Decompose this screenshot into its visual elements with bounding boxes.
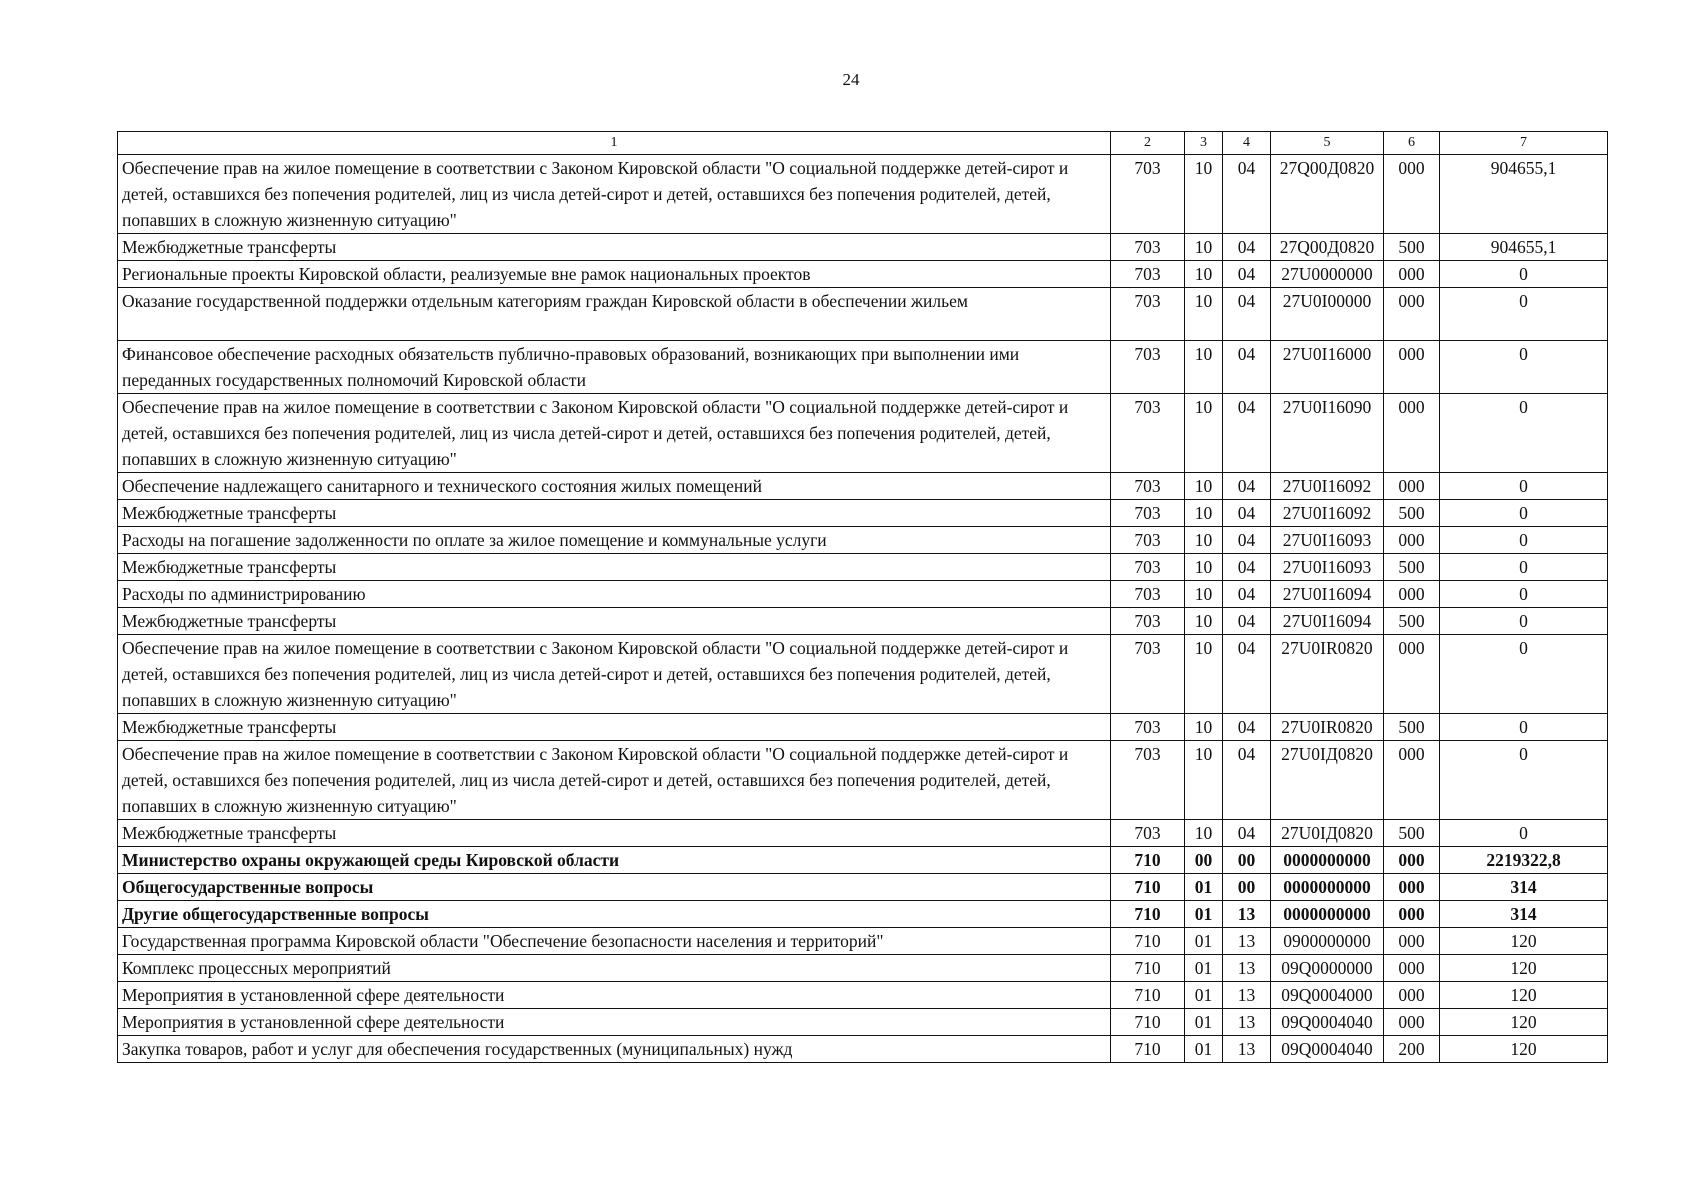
expense-type-code: 000 (1384, 874, 1440, 901)
amount: 0 (1440, 527, 1608, 554)
expense-type-code: 000 (1384, 288, 1440, 341)
subsection-code: 13 (1223, 1009, 1271, 1036)
table-row (118, 500, 1608, 527)
target-article-code: 27U0I16092 (1271, 473, 1384, 500)
section-code: 00 (1185, 847, 1223, 874)
expense-type-code: 500 (1384, 234, 1440, 261)
expense-type-code: 000 (1384, 1009, 1440, 1036)
table-row (118, 982, 1608, 1009)
table-row (118, 635, 1608, 714)
expense-type-code: 500 (1384, 714, 1440, 741)
expense-type-code: 000 (1384, 928, 1440, 955)
table-row (118, 955, 1608, 982)
target-article-code: 27U0I00000 (1271, 288, 1384, 341)
header-col-4: 4 (1223, 132, 1271, 155)
admin-code: 710 (1111, 1036, 1185, 1063)
table-body (118, 155, 1608, 1063)
target-article-code: 27U0I16093 (1271, 554, 1384, 581)
section-code: 10 (1185, 554, 1223, 581)
target-article-code: 27U0IR0820 (1271, 714, 1384, 741)
section-code: 10 (1185, 288, 1223, 341)
section-code: 01 (1185, 982, 1223, 1009)
item-name: Обеспечение прав на жилое помещение в соответствии с Законом Кировской области "О социальной поддержке детей-сирот и детей, оставшихся без попечения родителей, лиц из числа детей-сирот и детей, оставшихся без попечения родителей, детей, попавших в сложную жизненную ситуацию" (118, 155, 1111, 234)
section-code: 01 (1185, 1036, 1223, 1063)
target-article-code: 27U0I16000 (1271, 341, 1384, 394)
table-row (118, 1036, 1608, 1063)
section-code: 01 (1185, 1009, 1223, 1036)
amount: 0 (1440, 288, 1608, 341)
target-article-code: 09Q0004000 (1271, 982, 1384, 1009)
amount: 0 (1440, 581, 1608, 608)
subsection-code: 04 (1223, 608, 1271, 635)
target-article-code: 0000000000 (1271, 847, 1384, 874)
target-article-code: 27U0IД0820 (1271, 820, 1384, 847)
section-code: 10 (1185, 527, 1223, 554)
subsection-code: 13 (1223, 982, 1271, 1009)
item-name: Межбюджетные трансферты (118, 554, 1111, 581)
amount: 120 (1440, 982, 1608, 1009)
item-name: Закупка товаров, работ и услуг для обеспечения государственных (муниципальных) нужд (118, 1036, 1111, 1063)
admin-code: 703 (1111, 820, 1185, 847)
amount: 0 (1440, 500, 1608, 527)
expense-type-code: 000 (1384, 527, 1440, 554)
expense-type-code: 000 (1384, 473, 1440, 500)
table-row (118, 847, 1608, 874)
target-article-code: 27U0000000 (1271, 261, 1384, 288)
amount: 314 (1440, 901, 1608, 928)
table-row (118, 527, 1608, 554)
expense-type-code: 500 (1384, 608, 1440, 635)
amount: 0 (1440, 341, 1608, 394)
expense-type-code: 000 (1384, 635, 1440, 714)
amount: 0 (1440, 714, 1608, 741)
item-name: Межбюджетные трансферты (118, 820, 1111, 847)
admin-code: 703 (1111, 527, 1185, 554)
subsection-code: 04 (1223, 741, 1271, 820)
target-article-code: 09Q0000000 (1271, 955, 1384, 982)
section-code: 10 (1185, 473, 1223, 500)
section-code: 10 (1185, 741, 1223, 820)
target-article-code: 0000000000 (1271, 874, 1384, 901)
amount: 0 (1440, 394, 1608, 473)
amount: 120 (1440, 928, 1608, 955)
target-article-code: 0900000000 (1271, 928, 1384, 955)
item-name: Обеспечение прав на жилое помещение в соответствии с Законом Кировской области "О социальной поддержке детей-сирот и детей, оставшихся без попечения родителей, лиц из числа детей-сирот и детей, оставшихся без попечения родителей, детей, попавших в сложную жизненную ситуацию" (118, 394, 1111, 473)
item-name: Расходы на погашение задолженности по оплате за жилое помещение и коммунальные услуги (118, 527, 1111, 554)
admin-code: 703 (1111, 741, 1185, 820)
admin-code: 703 (1111, 155, 1185, 234)
table-row (118, 741, 1608, 820)
admin-code: 703 (1111, 473, 1185, 500)
expense-type-code: 000 (1384, 341, 1440, 394)
admin-code: 703 (1111, 554, 1185, 581)
table-row (118, 901, 1608, 928)
subsection-code: 04 (1223, 341, 1271, 394)
expense-type-code: 000 (1384, 261, 1440, 288)
expense-type-code: 000 (1384, 901, 1440, 928)
admin-code: 710 (1111, 901, 1185, 928)
admin-code: 703 (1111, 288, 1185, 341)
section-code: 10 (1185, 635, 1223, 714)
admin-code: 703 (1111, 261, 1185, 288)
section-code: 01 (1185, 874, 1223, 901)
admin-code: 710 (1111, 982, 1185, 1009)
admin-code: 710 (1111, 928, 1185, 955)
item-name: Межбюджетные трансферты (118, 500, 1111, 527)
table-row (118, 608, 1608, 635)
admin-code: 710 (1111, 955, 1185, 982)
page-number: 24 (842, 70, 860, 89)
item-name: Межбюджетные трансферты (118, 608, 1111, 635)
table-row (118, 394, 1608, 473)
target-article-code: 0000000000 (1271, 901, 1384, 928)
header-col-3: 3 (1185, 132, 1223, 155)
table-row (118, 288, 1608, 341)
target-article-code: 27U0IД0820 (1271, 741, 1384, 820)
expense-type-code: 000 (1384, 982, 1440, 1009)
section-code: 10 (1185, 581, 1223, 608)
section-code: 10 (1185, 234, 1223, 261)
section-code: 10 (1185, 500, 1223, 527)
subsection-code: 13 (1223, 901, 1271, 928)
section-code: 10 (1185, 341, 1223, 394)
subsection-code: 04 (1223, 473, 1271, 500)
table-row (118, 261, 1608, 288)
amount: 0 (1440, 820, 1608, 847)
amount: 120 (1440, 1036, 1608, 1063)
admin-code: 703 (1111, 341, 1185, 394)
header-col-6: 6 (1384, 132, 1440, 155)
subsection-code: 13 (1223, 955, 1271, 982)
amount: 0 (1440, 608, 1608, 635)
subsection-code: 04 (1223, 288, 1271, 341)
amount: 120 (1440, 1009, 1608, 1036)
expense-type-code: 000 (1384, 955, 1440, 982)
subsection-code: 04 (1223, 635, 1271, 714)
amount: 2219322,8 (1440, 847, 1608, 874)
admin-code: 710 (1111, 874, 1185, 901)
subsection-code: 13 (1223, 1036, 1271, 1063)
table-row (118, 155, 1608, 234)
amount: 904655,1 (1440, 234, 1608, 261)
item-name: Обеспечение прав на жилое помещение в соответствии с Законом Кировской области "О социальной поддержке детей-сирот и детей, оставшихся без попечения родителей, лиц из числа детей-сирот и детей, оставшихся без попечения родителей, детей, попавших в сложную жизненную ситуацию" (118, 741, 1111, 820)
header-col-5: 5 (1271, 132, 1384, 155)
item-name: Финансовое обеспечение расходных обязательств публично-правовых образований, возникающих при выполнении ими переданных государственных полномочий Кировской области (118, 341, 1111, 394)
amount: 0 (1440, 554, 1608, 581)
expense-type-code: 000 (1384, 394, 1440, 473)
header-row (118, 132, 1608, 155)
amount: 314 (1440, 874, 1608, 901)
budget-table (117, 131, 1608, 1063)
section-code: 10 (1185, 394, 1223, 473)
admin-code: 710 (1111, 847, 1185, 874)
admin-code: 703 (1111, 608, 1185, 635)
subsection-code: 04 (1223, 554, 1271, 581)
expense-type-code: 000 (1384, 741, 1440, 820)
table-row (118, 714, 1608, 741)
item-name: Межбюджетные трансферты (118, 234, 1111, 261)
item-name: Комплекс процессных мероприятий (118, 955, 1111, 982)
section-code: 10 (1185, 820, 1223, 847)
subsection-code: 04 (1223, 714, 1271, 741)
target-article-code: 27U0I16094 (1271, 581, 1384, 608)
item-name: Обеспечение надлежащего санитарного и технического состояния жилых помещений (118, 473, 1111, 500)
amount: 0 (1440, 261, 1608, 288)
item-name: Расходы по администрированию (118, 581, 1111, 608)
table-row (118, 473, 1608, 500)
admin-code: 703 (1111, 581, 1185, 608)
section-code: 01 (1185, 928, 1223, 955)
table-row (118, 341, 1608, 394)
amount: 904655,1 (1440, 155, 1608, 234)
target-article-code: 27Q00Д0820 (1271, 234, 1384, 261)
subsection-code: 04 (1223, 500, 1271, 527)
subsection-code: 04 (1223, 234, 1271, 261)
subsection-code: 04 (1223, 261, 1271, 288)
item-name: Обеспечение прав на жилое помещение в соответствии с Законом Кировской области "О социальной поддержке детей-сирот и детей, оставшихся без попечения родителей, лиц из числа детей-сирот и детей, оставшихся без попечения родителей, детей, попавших в сложную жизненную ситуацию" (118, 635, 1111, 714)
table-row (118, 928, 1608, 955)
subsection-code: 04 (1223, 527, 1271, 554)
section-code: 01 (1185, 901, 1223, 928)
target-article-code: 09Q0004040 (1271, 1009, 1384, 1036)
table-row (118, 581, 1608, 608)
subsection-code: 00 (1223, 874, 1271, 901)
admin-code: 710 (1111, 1009, 1185, 1036)
expense-type-code: 500 (1384, 820, 1440, 847)
target-article-code: 27Q00Д0820 (1271, 155, 1384, 234)
subsection-code: 13 (1223, 928, 1271, 955)
admin-code: 703 (1111, 234, 1185, 261)
expense-type-code: 200 (1384, 1036, 1440, 1063)
header-col-1: 1 (118, 132, 1111, 155)
amount: 0 (1440, 635, 1608, 714)
header-col-7: 7 (1440, 132, 1608, 155)
amount: 0 (1440, 741, 1608, 820)
section-code: 10 (1185, 608, 1223, 635)
target-article-code: 27U0I16090 (1271, 394, 1384, 473)
item-name: Мероприятия в установленной сфере деятельности (118, 1009, 1111, 1036)
item-name: Мероприятия в установленной сфере деятельности (118, 982, 1111, 1009)
expense-type-code: 000 (1384, 155, 1440, 234)
table-row (118, 1009, 1608, 1036)
subsection-code: 04 (1223, 820, 1271, 847)
table-row (118, 554, 1608, 581)
table-row (118, 820, 1608, 847)
target-article-code: 27U0I16093 (1271, 527, 1384, 554)
target-article-code: 27U0I16092 (1271, 500, 1384, 527)
target-article-code: 09Q0004040 (1271, 1036, 1384, 1063)
header-col-2: 2 (1111, 132, 1185, 155)
item-name: Оказание государственной поддержки отдельным категориям граждан Кировской области в обеспечении жильем (118, 288, 1111, 341)
admin-code: 703 (1111, 394, 1185, 473)
admin-code: 703 (1111, 500, 1185, 527)
target-article-code: 27U0IR0820 (1271, 635, 1384, 714)
item-name: Региональные проекты Кировской области, реализуемые вне рамок национальных проектов (118, 261, 1111, 288)
item-name: Государственная программа Кировской области "Обеспечение безопасности населения и территорий" (118, 928, 1111, 955)
expense-type-code: 000 (1384, 581, 1440, 608)
admin-code: 703 (1111, 635, 1185, 714)
item-name: Межбюджетные трансферты (118, 714, 1111, 741)
section-code: 10 (1185, 155, 1223, 234)
expense-type-code: 500 (1384, 500, 1440, 527)
item-name: Другие общегосударственные вопросы (118, 901, 1111, 928)
item-name: Министерство охраны окружающей среды Кировской области (118, 847, 1111, 874)
amount: 0 (1440, 473, 1608, 500)
section-code: 01 (1185, 955, 1223, 982)
table-row (118, 234, 1608, 261)
table-row (118, 874, 1608, 901)
item-name: Общегосударственные вопросы (118, 874, 1111, 901)
expense-type-code: 000 (1384, 847, 1440, 874)
subsection-code: 00 (1223, 847, 1271, 874)
section-code: 10 (1185, 261, 1223, 288)
target-article-code: 27U0I16094 (1271, 608, 1384, 635)
subsection-code: 04 (1223, 581, 1271, 608)
admin-code: 703 (1111, 714, 1185, 741)
subsection-code: 04 (1223, 155, 1271, 234)
subsection-code: 04 (1223, 394, 1271, 473)
expense-type-code: 500 (1384, 554, 1440, 581)
amount: 120 (1440, 955, 1608, 982)
section-code: 10 (1185, 714, 1223, 741)
